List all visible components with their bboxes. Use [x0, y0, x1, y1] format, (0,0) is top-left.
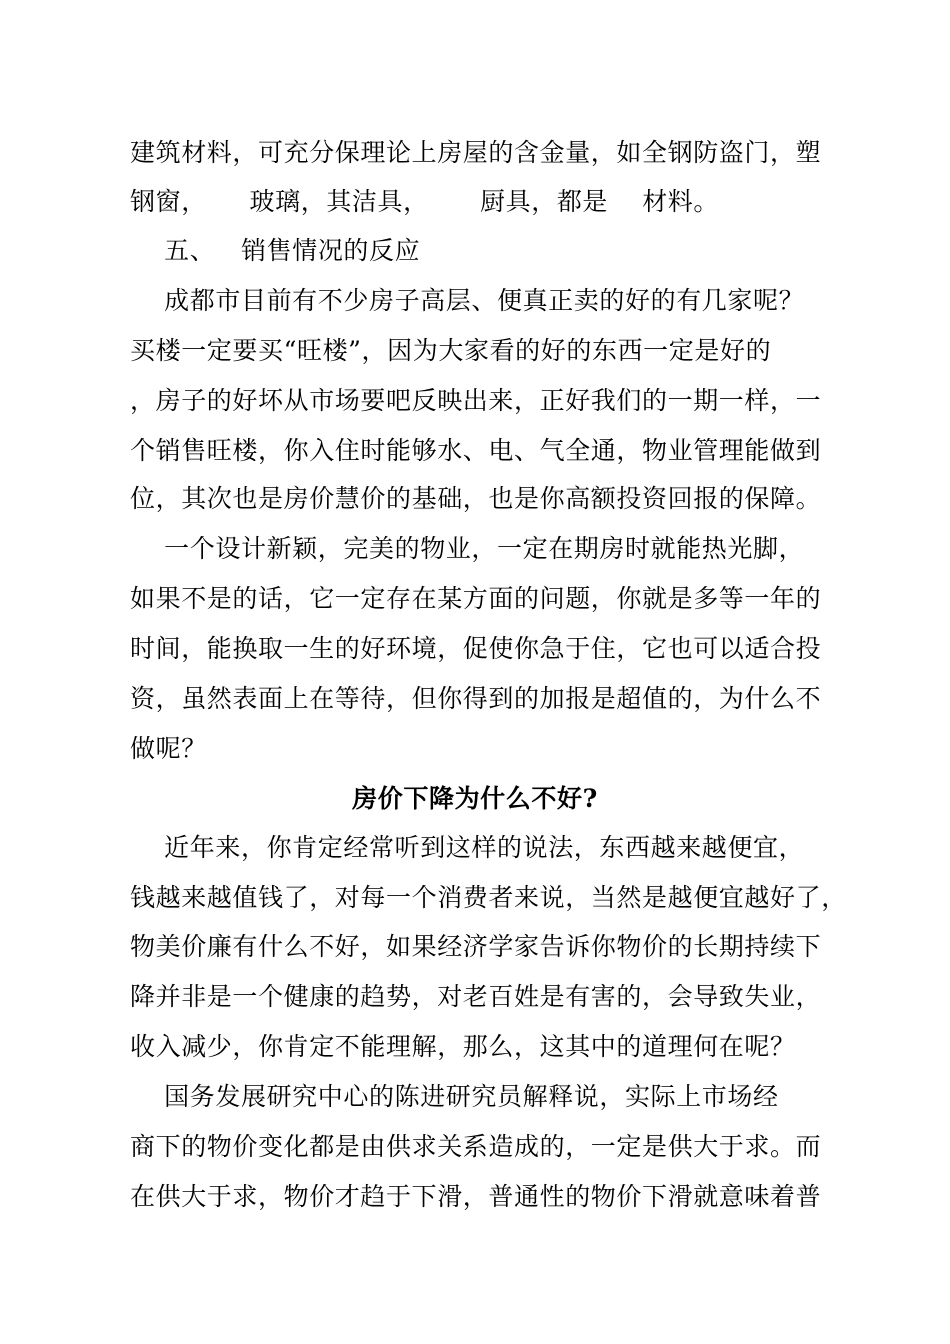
text-line: 一个设计新颖，完美的物业，一定在期房时就能热光脚， [130, 534, 805, 563]
text-line: 买楼一定要买“旺楼”，因为大家看的好的东西一定是好的 [130, 336, 772, 365]
text-line: 钢窗， 玻璃，其洁具， 厨具，都是 材料。 [130, 187, 720, 216]
text-line: 个销售旺楼，你入住时能够水、电、气全通，物业管理能做到 [130, 436, 822, 465]
text-line: ，房子的好坏从市场要吧反映出来，正好我们的一期一样，一 [130, 386, 822, 415]
text-line: 商下的物价变化都是由供求关系造成的，一定是供大于求。而 [130, 1132, 822, 1161]
text-line: 成都市目前有不少房子高层、便真正卖的好的有几家呢？ [130, 286, 805, 315]
text-line: 国务发展研究中心的陈进研究员解释说，实际上市场经 [130, 1082, 779, 1111]
text-line: 降并非是一个健康的趋势，对老百姓是有害的，会导致失业， [130, 982, 822, 1011]
text-line: 做呢？ [130, 734, 207, 763]
text-line: 建筑材料，可充分保理论上房屋的含金量，如全钢防盗门，塑 [130, 138, 822, 167]
text-line: 在供大于求，物价才趋于下滑，普通性的物价下滑就意味着普 [130, 1182, 822, 1211]
text-line: 时间，能换取一生的好环境，促使你急于住，它也可以适合投 [130, 634, 822, 663]
text-line: 收入减少，你肯定不能理解，那么，这其中的道理何在呢？ [130, 1032, 796, 1061]
section-heading: 五、 销售情况的反应 [130, 236, 421, 265]
text-line: 钱越来越值钱了，对每一个消费者来说，当然是越便宜越好了， [130, 883, 847, 912]
text-line: 位，其次也是房价慧价的基础，也是你高额投资回报的保障。 [130, 484, 822, 513]
article-title: 房价下降为什么不好? [352, 784, 598, 813]
text-line: 近年来，你肯定经常听到这样的说法，东西越来越便宜， [130, 833, 805, 862]
text-line: 物美价廉有什么不好，如果经济学家告诉你物价的长期持续下 [130, 932, 822, 961]
text-line: 如果不是的话，它一定存在某方面的问题，你就是多等一年的 [130, 584, 822, 613]
text-line: 资，虽然表面上在等待，但你得到的加报是超值的，为什么不 [130, 684, 822, 713]
